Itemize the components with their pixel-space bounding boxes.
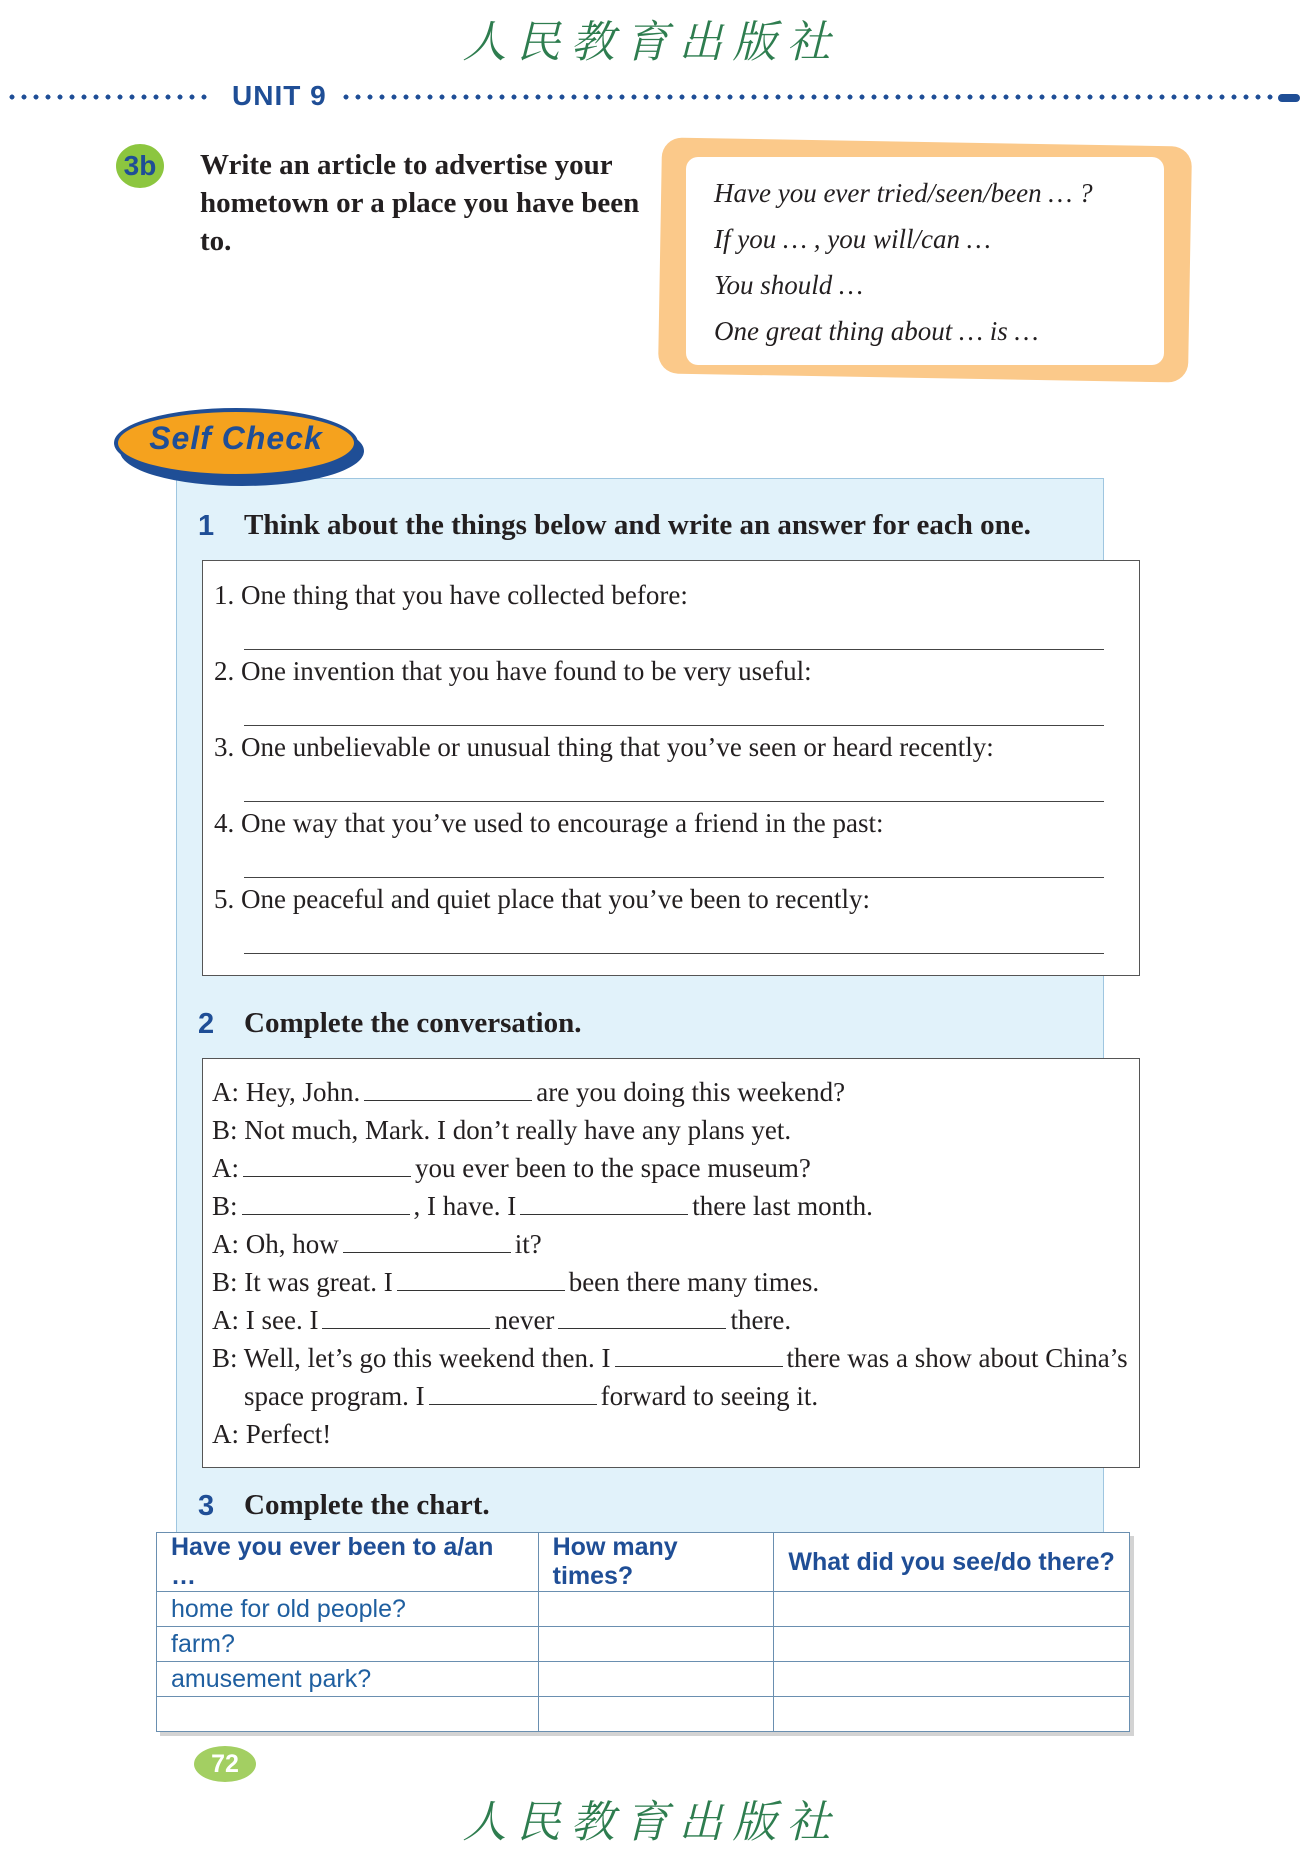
conv-text: A: Perfect!	[212, 1419, 332, 1449]
conv-text: are you doing this weekend?	[536, 1077, 846, 1107]
publisher-footer: 人民教育出版社	[462, 1797, 841, 1848]
conversation-line	[212, 1416, 331, 1452]
chart-times-cell[interactable]	[538, 1662, 774, 1697]
conv-text: there.	[730, 1305, 792, 1335]
chart-place-cell[interactable]	[157, 1697, 539, 1732]
conversation-line	[212, 1112, 791, 1148]
page-number: 72	[194, 1746, 256, 1782]
chart-row	[157, 1592, 1130, 1627]
conv-blank[interactable]	[615, 1342, 783, 1367]
conv-text: there last month.	[692, 1191, 873, 1221]
question-item: 1. One thing that you have collected before:	[214, 580, 688, 610]
chart-place-cell: farm?	[157, 1627, 539, 1662]
conversation-line	[212, 1150, 811, 1186]
answer-line[interactable]	[244, 649, 1104, 650]
chart-header: Have you ever been to a/an …	[157, 1533, 539, 1592]
conv-blank[interactable]	[520, 1190, 688, 1215]
conv-text: B: It was great. I	[212, 1267, 393, 1297]
conv-text: forward to seeing it.	[600, 1381, 819, 1411]
conversation-line	[212, 1340, 1128, 1376]
chart-header: How many times?	[538, 1533, 774, 1592]
chart-row	[157, 1662, 1130, 1697]
conversation-line	[212, 1074, 845, 1110]
answer-line[interactable]	[244, 877, 1104, 878]
conv-text: you ever been to the space museum?	[415, 1153, 811, 1183]
chart-row	[157, 1627, 1130, 1662]
conv-blank[interactable]	[429, 1380, 597, 1405]
answer-line[interactable]	[244, 801, 1104, 802]
question-item: 3. One unbelievable or unusual thing that you’ve seen or heard recently:	[214, 732, 994, 762]
conv-text: A:	[212, 1153, 239, 1183]
section-2-number: 2	[198, 1008, 215, 1040]
chart-activity-cell[interactable]	[774, 1627, 1130, 1662]
conv-text: , I have. I	[413, 1191, 517, 1221]
conv-blank[interactable]	[322, 1304, 490, 1329]
chart-activity-cell[interactable]	[774, 1662, 1130, 1697]
conv-blank[interactable]	[242, 1190, 410, 1215]
tip-line: One great thing about … is …	[714, 316, 1039, 346]
unit-dots-left	[6, 94, 212, 100]
conv-blank[interactable]	[397, 1266, 565, 1291]
chart-header-row	[157, 1533, 1130, 1592]
tip-line: You should …	[714, 270, 864, 300]
section-1-title: Think about the things below and write an answer for each one.	[244, 509, 1031, 541]
chart-times-cell[interactable]	[538, 1627, 774, 1662]
conv-blank[interactable]	[343, 1228, 511, 1253]
conv-text: B: Not much, Mark. I don’t really have any plans yet.	[212, 1115, 792, 1145]
conv-text: A: Oh, how	[212, 1229, 339, 1259]
chart-table	[156, 1532, 1130, 1732]
section-3-title: Complete the chart.	[244, 1489, 490, 1521]
section-2-title: Complete the conversation.	[244, 1007, 582, 1039]
conv-text: A: I see. I	[212, 1305, 319, 1335]
task-3b-instruction: Write an article to advertise your hometown or a place you have been to.	[200, 149, 640, 257]
unit-dots-right	[340, 94, 1276, 100]
answer-line[interactable]	[244, 953, 1104, 954]
unit-bar-end	[1278, 94, 1300, 102]
conversation-line	[212, 1264, 819, 1300]
chart-activity-cell[interactable]	[774, 1592, 1130, 1627]
chart-place-cell: home for old people?	[157, 1592, 539, 1627]
conversation-line	[244, 1378, 818, 1414]
chart-row	[157, 1697, 1130, 1732]
chart-times-cell[interactable]	[538, 1592, 774, 1627]
conv-text: space program. I	[244, 1381, 425, 1411]
conv-blank[interactable]	[558, 1304, 726, 1329]
question-item: 4. One way that you’ve used to encourage a friend in the past:	[214, 808, 884, 838]
task-3b-badge: 3b	[116, 144, 164, 188]
tip-line: If you … , you will/can …	[714, 224, 991, 254]
conv-text: been there many times.	[568, 1267, 820, 1297]
section-3-number: 3	[198, 1490, 215, 1522]
section-1-number: 1	[198, 510, 215, 542]
chart-header: What did you see/do there?	[774, 1533, 1130, 1592]
conv-text: there was a show about China’s	[786, 1343, 1128, 1373]
conversation-line	[212, 1188, 873, 1224]
chart-times-cell[interactable]	[538, 1697, 774, 1732]
conv-text: B:	[212, 1191, 238, 1221]
answer-line[interactable]	[244, 725, 1104, 726]
conv-blank[interactable]	[364, 1076, 532, 1101]
publisher-header: 人民教育出版社	[462, 17, 841, 68]
conv-text: it?	[514, 1229, 542, 1259]
conv-blank[interactable]	[243, 1152, 411, 1177]
conversation-line	[212, 1226, 542, 1262]
self-check-title: Self Check	[149, 420, 323, 456]
tip-lines	[714, 170, 1154, 354]
question-item: 2. One invention that you have found to be very useful:	[214, 656, 812, 686]
conv-text: A: Hey, John.	[212, 1077, 361, 1107]
chart-activity-cell[interactable]	[774, 1697, 1130, 1732]
conversation-line	[212, 1302, 791, 1338]
unit-label: UNIT 9	[232, 80, 327, 111]
conv-text: B: Well, let’s go this weekend then. I	[212, 1343, 611, 1373]
question-item: 5. One peaceful and quiet place that you’ve been to recently:	[214, 884, 870, 914]
conv-text: never	[494, 1305, 555, 1335]
chart-place-cell: amusement park?	[157, 1662, 539, 1697]
tip-line: Have you ever tried/seen/been … ?	[714, 178, 1093, 208]
